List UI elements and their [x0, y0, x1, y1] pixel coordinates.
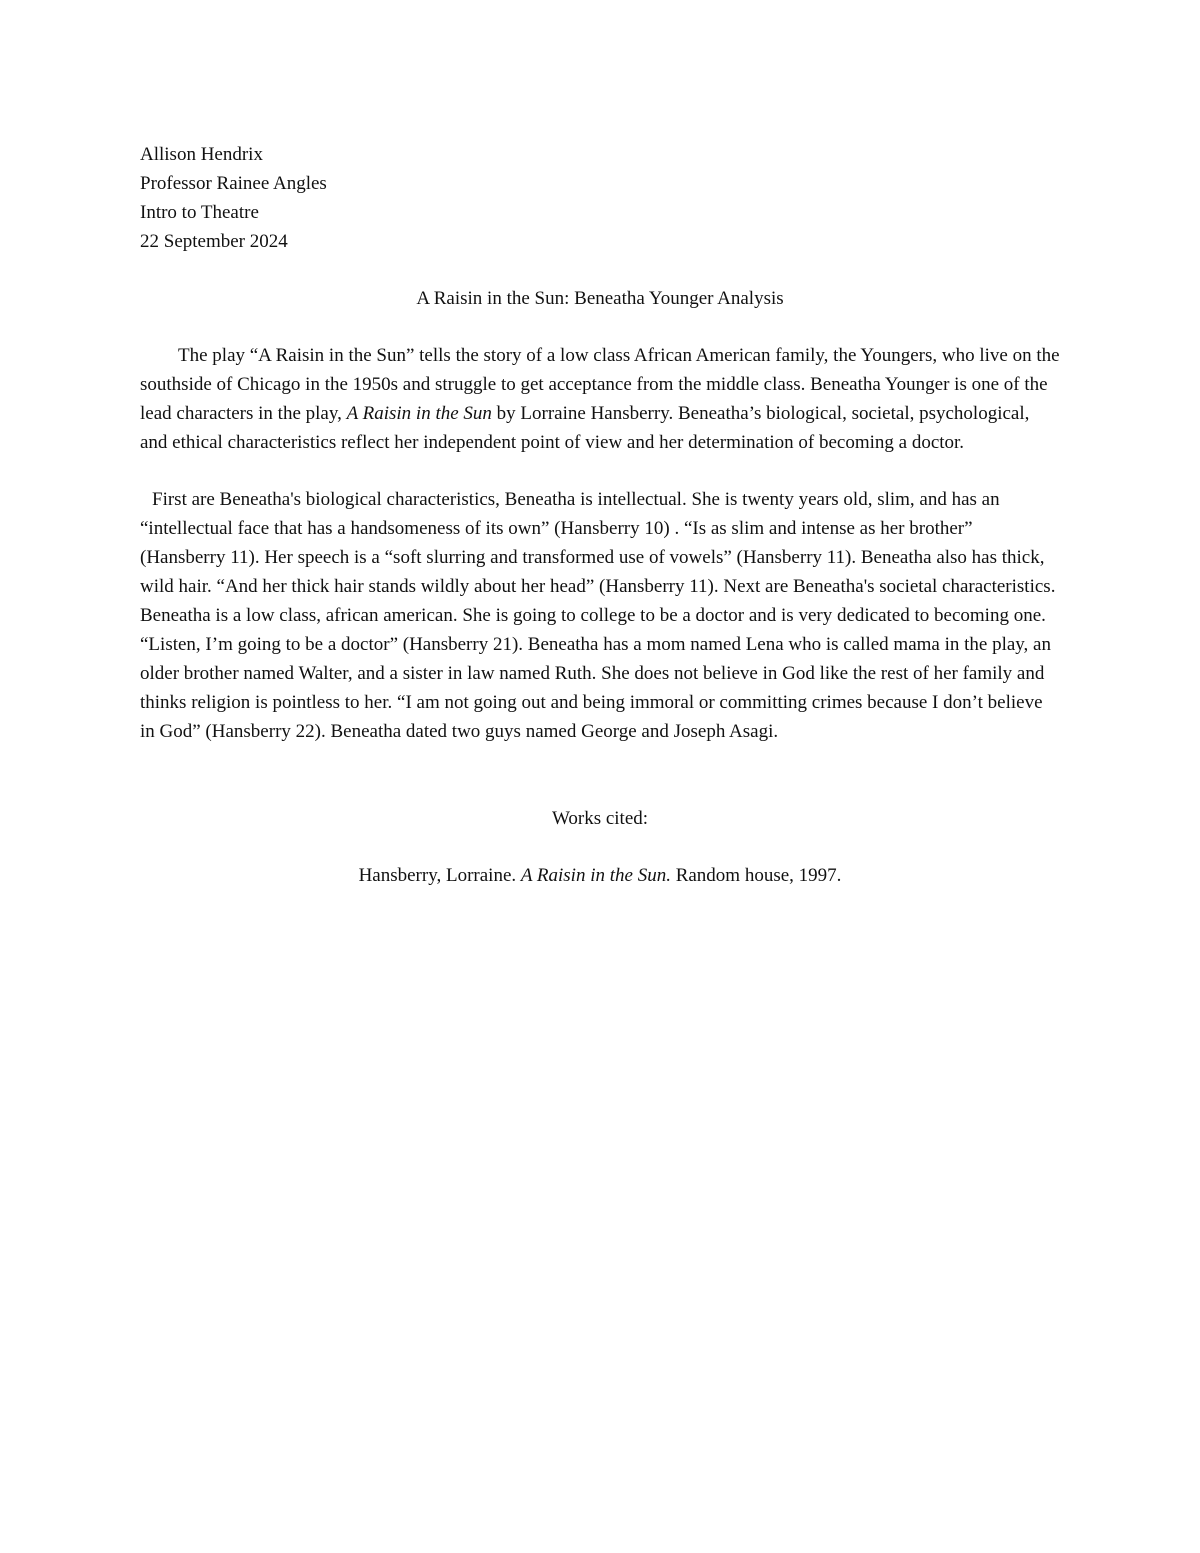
- author-name: Allison Hendrix: [140, 144, 263, 165]
- paragraph-intro-italic-title: A Raisin in the Sun: [346, 403, 492, 424]
- citation-publisher: Random house, 1997.: [670, 865, 842, 886]
- citation-title: A Raisin in the Sun.: [520, 865, 671, 886]
- course-name: Intro to Theatre: [140, 202, 259, 223]
- paragraph-intro-text-2: by Lorraine Hansberry. Beneatha’s biological, societal, psychological, and ethical characteristics reflect her independent point of view and her determination of becoming a doctor.: [140, 403, 1030, 453]
- professor-name: Professor Rainee Angles: [140, 173, 327, 194]
- works-cited-heading: Works cited:: [551, 808, 649, 829]
- document-date: 22 September 2024: [140, 231, 288, 252]
- works-cited-entry: [140, 861, 1060, 890]
- document-body: [140, 140, 1060, 890]
- paragraph-body: First are Beneatha's biological characteristics, Beneatha is intellectual. She is twenty years old, slim, and has an “intellectual face that has a handsomeness of its own” (Hansberry 10) . “Is as slim and intense as her brother” (Hansberry 11). Her speech is a “soft slurring and transformed use of vowels” (Hansberry 11). Beneatha also has thick, wild hair. “And her thick hair stands wildly about her head” (Hansberry 11). Next are Beneatha's societal characteristics. Beneatha is a low class, african american. She is going to college to be a doctor and is very dedicated to becoming one. “Listen, I’m going to be a doctor” (Hansberry 21). Beneatha has a mom named Lena who is called mama in the play, an older brother named Walter, and a sister in law named Ruth. She does not believe in God like the rest of her family and thinks religion is pointless to her. “I am not going out and being immoral or committing crimes because I don’t believe in God” (Hansberry 22). Beneatha dated two guys named George and Joseph Asagi.: [140, 489, 1056, 742]
- document-title: A Raisin in the Sun: Beneatha Younger Analysis: [416, 288, 784, 309]
- paragraph-intro: [140, 341, 1060, 457]
- paragraph-intro-text-1: The play “A Raisin in the Sun” tells the story of a low class African American family, the Youngers, who live on the southside of Chicago in the 1950s and struggle to get acceptance from the middle class. Beneatha Younger is one of the lead characters in the play,: [140, 345, 1060, 424]
- mla-heading: [140, 140, 1060, 256]
- citation-author: Hansberry, Lorraine.: [358, 865, 521, 886]
